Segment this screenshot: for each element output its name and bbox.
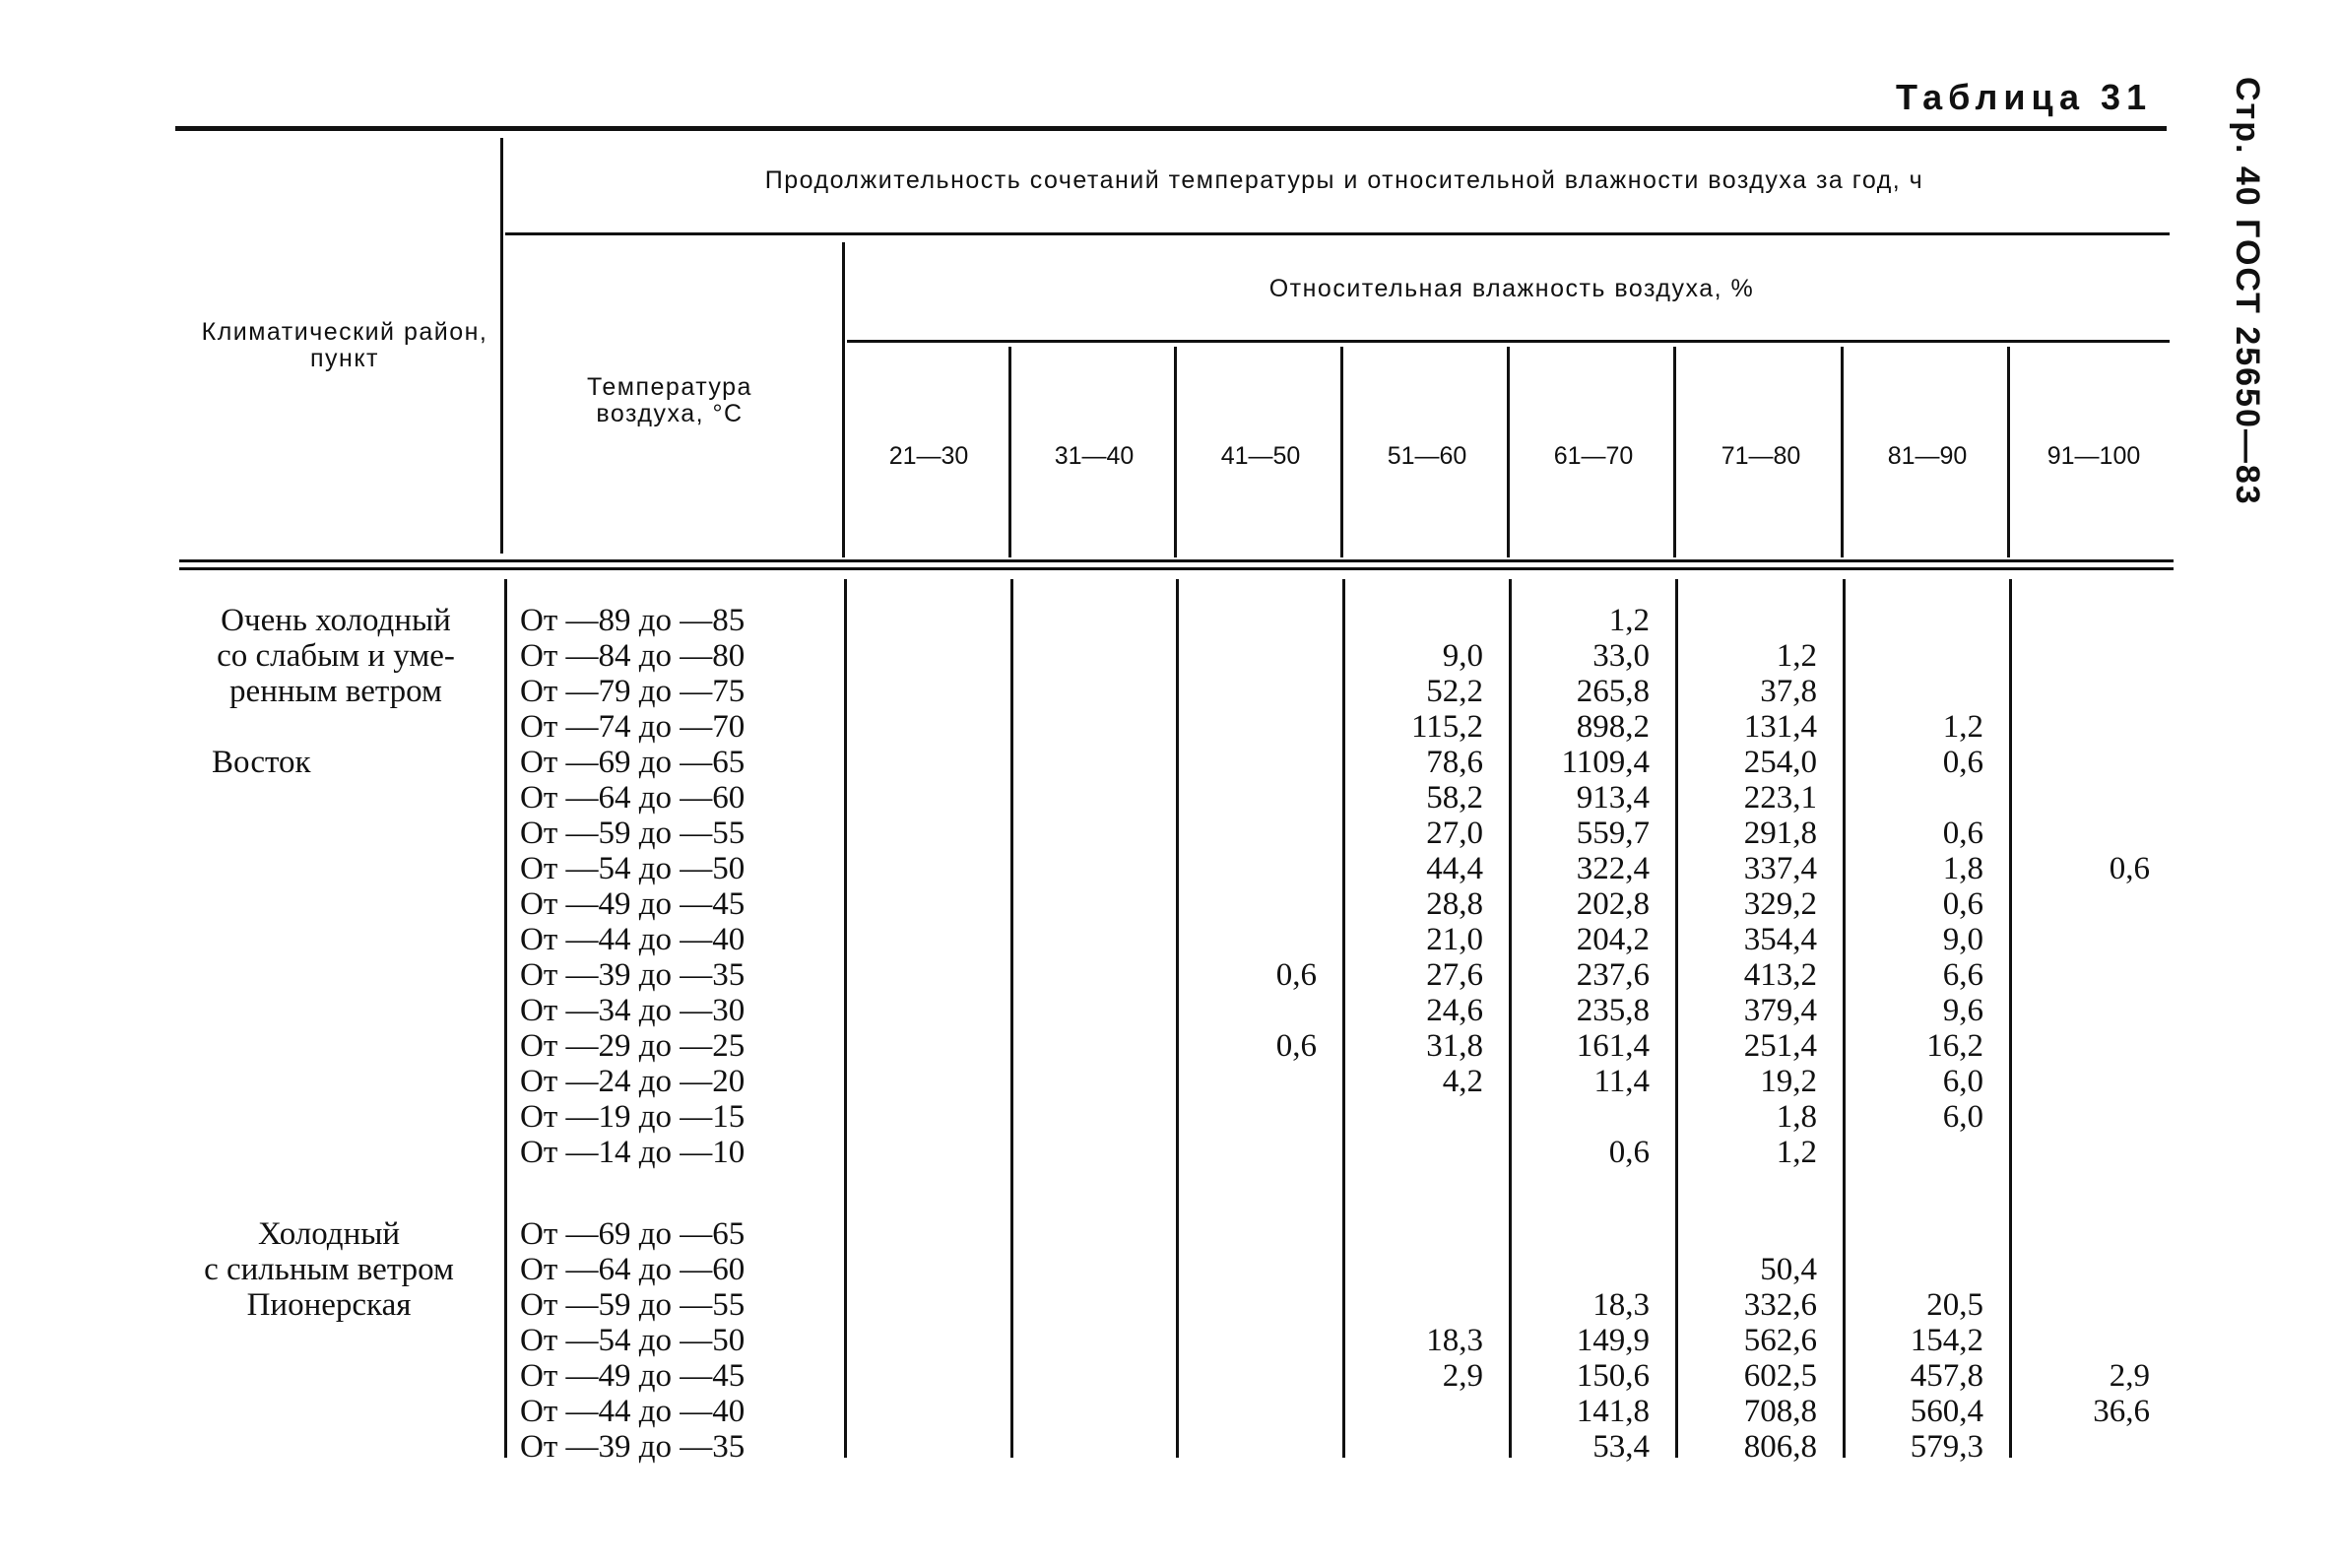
header-vrule-2 [1174,347,1177,557]
duration-value-cell: 27,6 [1426,957,1483,993]
duration-value-cell: 457,8 [1910,1358,1983,1394]
temperature-range-cell: От —29 до —25 [520,1028,746,1064]
duration-value-cell: 265,8 [1576,674,1650,709]
temperature-range-cell: От —79 до —75 [520,674,746,709]
temperature-range-cell: От —39 до —35 [520,1429,746,1465]
duration-value-cell: 28,8 [1426,886,1483,922]
duration-value-cell: 237,6 [1576,957,1650,993]
header-vrule-7 [2007,347,2010,557]
temperature-range-cell: От —59 до —55 [520,1287,746,1323]
duration-value-cell: 18,3 [1592,1287,1650,1323]
region-very-cold [177,603,494,709]
temperature-range-cell: От —49 до —45 [520,1358,746,1394]
region-line: Холодный [257,1216,401,1252]
temperature-range-cell: От —44 до —40 [520,1394,746,1429]
duration-value-cell: 254,0 [1743,745,1817,780]
duration-value-cell: 20,5 [1926,1287,1983,1323]
duration-value-cell: 806,8 [1743,1429,1817,1465]
humidity-range-header: 91—100 [2046,442,2141,470]
header-vrule-region [500,138,503,554]
duration-value-cell: 0,6 [1942,886,1983,922]
temperature-column-header: Температура воздуха, °С [587,373,752,427]
duration-value-cell: 9,0 [1442,638,1483,674]
duration-value-cell: 78,6 [1426,745,1483,780]
duration-value-cell: 413,2 [1743,957,1817,993]
duration-value-cell: 53,4 [1592,1429,1650,1465]
duration-value-cell: 6,0 [1942,1064,1983,1099]
humidity-header: Относительная влажность воздуха, % [1268,275,1755,302]
duration-value-cell: 235,8 [1576,993,1650,1028]
header-vrule-3 [1340,347,1343,557]
temperature-range-cell: От —69 до —65 [520,1216,746,1252]
duration-value-cell: 337,4 [1743,851,1817,886]
duration-value-cell: 1,2 [1776,1135,1817,1170]
body-vrule-2 [1176,579,1179,1458]
humidity-range-header: 81—90 [1887,442,1968,470]
temperature-range-cell: От —49 до —45 [520,886,746,922]
duration-value-cell: 0,6 [2109,851,2150,886]
station-vostok: Восток [212,745,311,780]
temperature-range-cell: От —69 до —65 [520,745,746,780]
temperature-range-cell: От —39 до —35 [520,957,746,993]
header-vrule-5 [1673,347,1676,557]
duration-value-cell: 1,2 [1776,638,1817,674]
humidity-range-header: 21—30 [888,442,969,470]
duration-value-cell: 2,9 [2109,1358,2150,1394]
region-line: Пионерская [246,1287,412,1323]
duration-value-cell: 27,0 [1426,816,1483,851]
temperature-range-cell: От —89 до —85 [520,603,746,638]
temperature-range-cell: От —84 до —80 [520,638,746,674]
body-vrule-7 [2009,579,2012,1458]
header-vrule-4 [1507,347,1510,557]
side-page-header: Стр. 40 ГОСТ 25650—83 [2229,77,2266,506]
duration-value-cell: 9,0 [1942,922,1983,957]
duration-value-cell: 708,8 [1743,1394,1817,1429]
duration-value-cell: 332,6 [1743,1287,1817,1323]
duration-value-cell: 11,4 [1593,1064,1650,1099]
temperature-range-cell: От —54 до —50 [520,1323,746,1358]
duration-value-cell: 18,3 [1426,1323,1483,1358]
humidity-range-header: 71—80 [1721,442,1801,470]
duration-value-cell: 202,8 [1576,886,1650,922]
humidity-range-header: 41—50 [1220,442,1301,470]
duration-value-cell: 115,2 [1410,709,1483,745]
header-vrule-temp [842,242,845,557]
duration-value-cell: 44,4 [1426,851,1483,886]
duration-value-cell: 58,2 [1426,780,1483,816]
duration-value-cell: 291,8 [1743,816,1817,851]
temperature-range-cell: От —34 до —30 [520,993,746,1028]
duration-value-cell: 204,2 [1576,922,1650,957]
temperature-range-cell: От —54 до —50 [520,851,746,886]
duration-value-cell: 6,0 [1942,1099,1983,1135]
temperature-range-cell: От —19 до —15 [520,1099,746,1135]
region-cold [162,1216,496,1323]
duration-value-cell: 2,9 [1442,1358,1483,1394]
duration-value-cell: 141,8 [1576,1394,1650,1429]
duration-value-cell: 33,0 [1592,638,1650,674]
duration-value-cell: 0,6 [1942,816,1983,851]
duration-value-cell: 150,6 [1576,1358,1650,1394]
header-vrule-1 [1008,347,1011,557]
rule-under-duration-header [505,232,2170,235]
duration-value-cell: 1109,4 [1561,745,1650,780]
temperature-range-cell: От —44 до —40 [520,922,746,957]
duration-value-cell: 602,5 [1743,1358,1817,1394]
duration-value-cell: 6,6 [1942,957,1983,993]
duration-value-cell: 1,2 [1942,709,1983,745]
duration-value-cell: 31,8 [1426,1028,1483,1064]
duration-value-cell: 37,8 [1760,674,1817,709]
duration-value-cell: 322,4 [1576,851,1650,886]
region-line: Очень холодный [221,603,451,638]
duration-value-cell: 0,6 [1275,1028,1317,1064]
temperature-range-cell: От —59 до —55 [520,816,746,851]
duration-value-cell: 0,6 [1275,957,1317,993]
duration-value-cell: 16,2 [1926,1028,1983,1064]
body-vrule-temp [844,579,847,1458]
region-line: ренным ветром [229,674,442,709]
duration-value-cell: 379,4 [1743,993,1817,1028]
duration-header: Продолжительность сочетаний температуры и относительной влажности воздуха за год, ч [764,166,1924,194]
region-line: со слабым и уме- [217,638,455,674]
duration-value-cell: 562,6 [1743,1323,1817,1358]
temperature-range-cell: От —24 до —20 [520,1064,746,1099]
body-vrule-1 [1010,579,1013,1458]
duration-value-cell: 161,4 [1576,1028,1650,1064]
duration-value-cell: 9,6 [1942,993,1983,1028]
rule-under-humidity-header [847,340,2170,343]
humidity-range-header: 31—40 [1054,442,1135,470]
duration-value-cell: 0,6 [1608,1135,1650,1170]
body-vrule-region [504,579,507,1458]
temperature-range-cell: От —64 до —60 [520,780,746,816]
duration-value-cell: 0,6 [1942,745,1983,780]
duration-value-cell: 154,2 [1910,1323,1983,1358]
duration-value-cell: 149,9 [1576,1323,1650,1358]
region-line: с сильным ветром [204,1252,454,1287]
duration-value-cell: 559,7 [1576,816,1650,851]
duration-value-cell: 1,8 [1942,851,1983,886]
temperature-range-cell: От —14 до —10 [520,1135,746,1170]
duration-value-cell: 579,3 [1910,1429,1983,1465]
duration-value-cell: 913,4 [1576,780,1650,816]
table-caption: Таблица 31 [1896,77,2153,117]
duration-value-cell: 1,8 [1776,1099,1817,1135]
humidity-range-header: 51—60 [1387,442,1467,470]
duration-value-cell: 131,4 [1743,709,1817,745]
header-vrule-6 [1841,347,1844,557]
temperature-range-cell: От —64 до —60 [520,1252,746,1287]
duration-value-cell: 898,2 [1576,709,1650,745]
region-column-header: Климатический район, пункт [201,318,488,372]
duration-value-cell: 560,4 [1910,1394,1983,1429]
duration-value-cell: 251,4 [1743,1028,1817,1064]
duration-value-cell: 354,4 [1743,922,1817,957]
duration-value-cell: 329,2 [1743,886,1817,922]
humidity-range-header: 61—70 [1553,442,1634,470]
duration-value-cell: 1,2 [1608,603,1650,638]
duration-value-cell: 19,2 [1760,1064,1817,1099]
top-rule [175,126,2167,131]
duration-value-cell: 21,0 [1426,922,1483,957]
temperature-range-cell: От —74 до —70 [520,709,746,745]
duration-value-cell: 223,1 [1743,780,1817,816]
duration-value-cell: 24,6 [1426,993,1483,1028]
duration-value-cell: 36,6 [2093,1394,2150,1429]
header-double-rule-1 [179,559,2174,562]
header-double-rule-2 [179,567,2174,570]
duration-value-cell: 4,2 [1442,1064,1483,1099]
duration-value-cell: 52,2 [1426,674,1483,709]
duration-value-cell: 50,4 [1760,1252,1817,1287]
